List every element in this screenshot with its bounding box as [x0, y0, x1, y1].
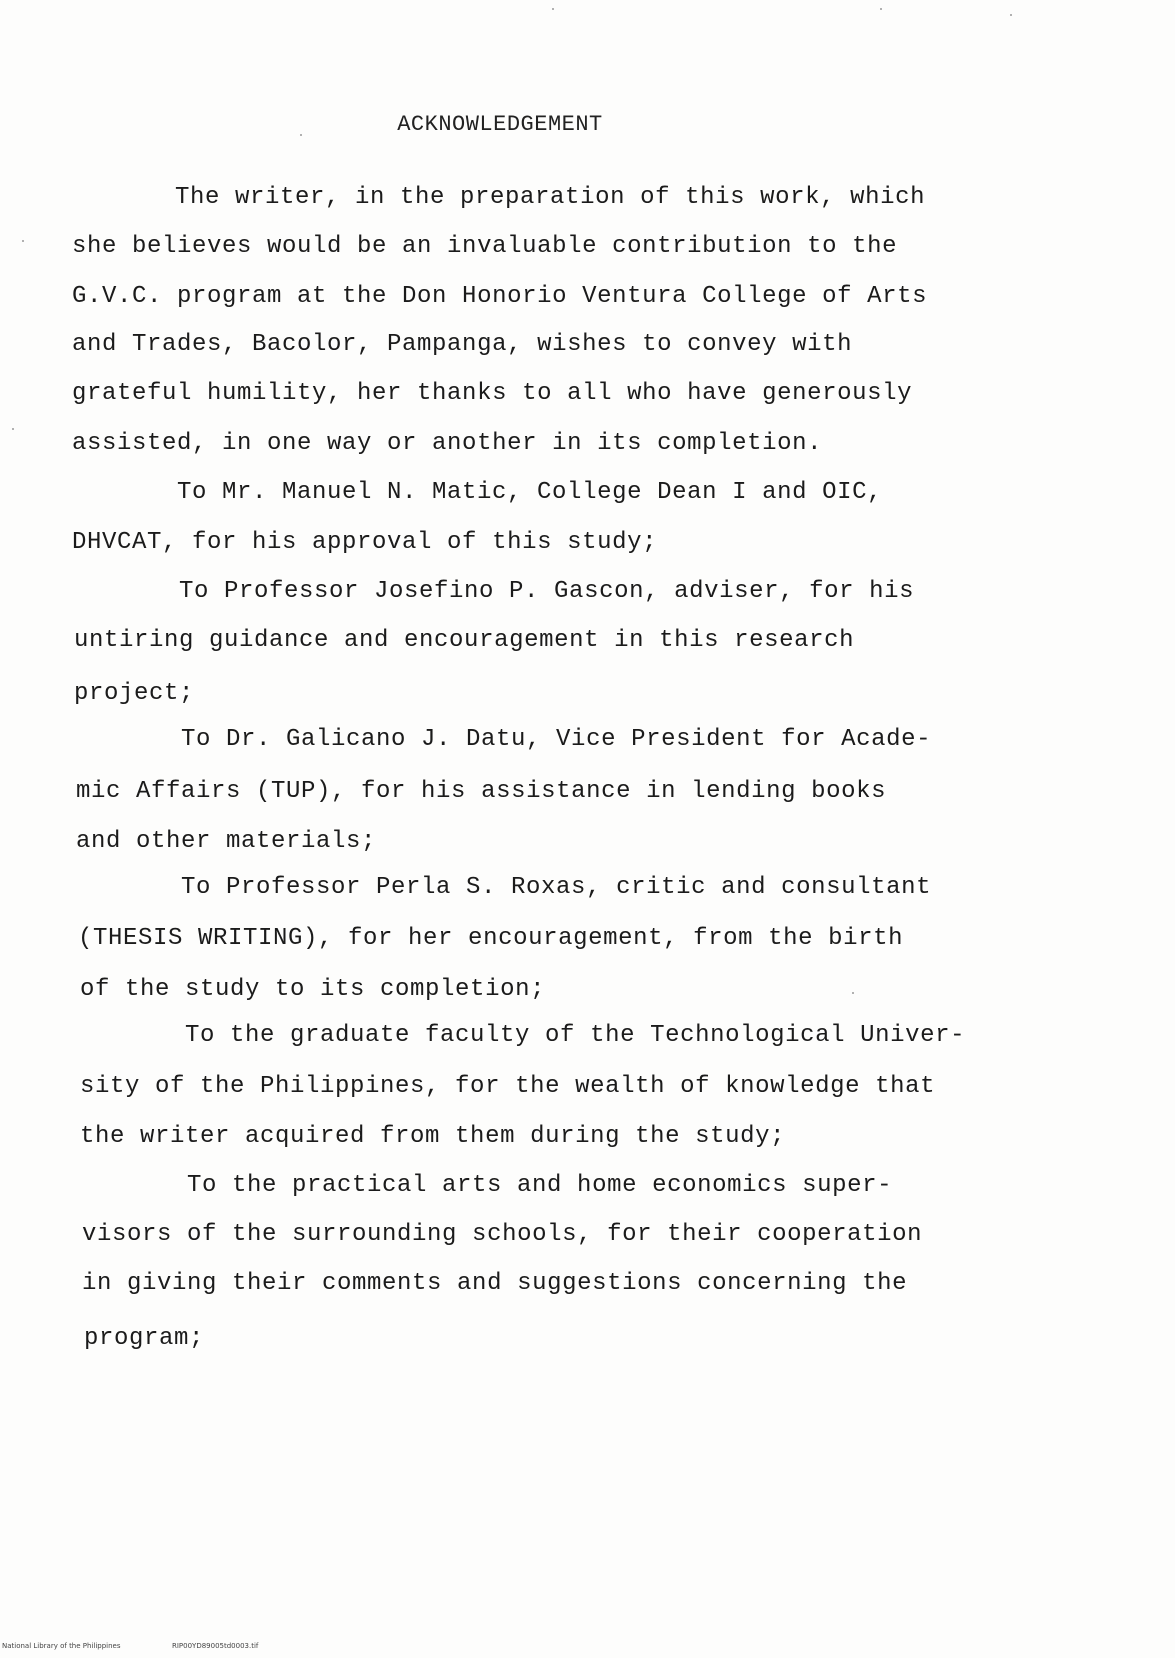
body-line-8: DHVCAT, for his approval of this study; [72, 529, 658, 556]
body-line-5: grateful humility, her thanks to all who have generously [72, 380, 913, 407]
body-line-11: project; [74, 680, 195, 707]
body-line-23: in giving their comments and suggestions concerning the [82, 1270, 908, 1297]
body-line-6: assisted, in one way or another in its completion. [72, 430, 823, 457]
footer-file: RIP00YD89005td0003.tif [172, 1642, 259, 1650]
scan-speck [1010, 14, 1012, 16]
body-line-14: and other materials; [76, 828, 377, 855]
body-line-7: To Mr. Manuel N. Matic, College Dean I and OIC, [177, 479, 883, 506]
page-title: ACKNOWLEDGEMENT [397, 112, 603, 137]
scan-speck [12, 428, 14, 430]
body-line-19: sity of the Philippines, for the wealth of knowledge that [80, 1073, 936, 1100]
body-line-15: To Professor Perla S. Roxas, critic and consultant [181, 874, 932, 901]
body-line-10: untiring guidance and encouragement in this research [74, 627, 855, 654]
scan-speck [852, 992, 854, 994]
body-line-3: G.V.C. program at the Don Honorio Ventura College of Arts [72, 283, 928, 310]
body-line-1: The writer, in the preparation of this work, which [175, 184, 926, 211]
body-line-20: the writer acquired from them during the study; [80, 1123, 786, 1150]
footer-library: National Library of the Philippines [2, 1642, 121, 1650]
scan-speck [880, 8, 882, 10]
body-line-18: To the graduate faculty of the Technological Univer- [185, 1022, 966, 1049]
body-line-17: of the study to its completion; [80, 976, 546, 1003]
body-line-9: To Professor Josefino P. Gascon, adviser, for his [179, 578, 915, 605]
scan-speck [300, 134, 302, 136]
body-line-13: mic Affairs (TUP), for his assistance in lending books [76, 778, 887, 805]
body-line-2: she believes would be an invaluable contribution to the [72, 233, 898, 260]
body-line-21: To the practical arts and home economics super- [187, 1172, 893, 1199]
body-line-12: To Dr. Galicano J. Datu, Vice President for Acade- [181, 726, 932, 753]
scan-speck [552, 8, 554, 10]
scan-speck [22, 240, 24, 242]
body-line-4: and Trades, Bacolor, Pampanga, wishes to convey with [72, 331, 853, 358]
body-line-22: visors of the surrounding schools, for their cooperation [82, 1221, 923, 1248]
body-line-24: program; [84, 1325, 205, 1352]
body-line-16: (THESIS WRITING), for her encouragement, from the birth [78, 925, 904, 952]
